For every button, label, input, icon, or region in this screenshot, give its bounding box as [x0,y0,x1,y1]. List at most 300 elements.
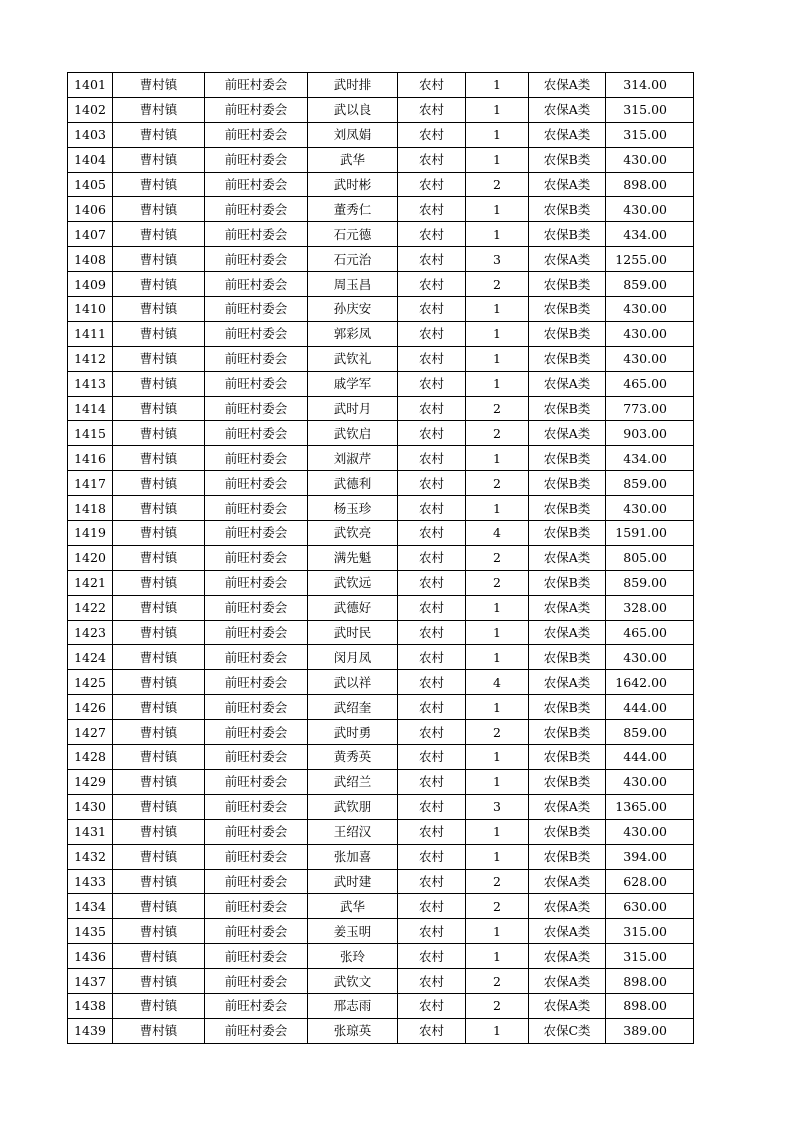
category-cell: 农保B类 [529,222,606,247]
village-committee-cell: 前旺村委会 [205,720,308,745]
village-committee-cell: 前旺村委会 [205,670,308,695]
member-count-cell: 1 [466,844,529,869]
town-cell: 曹村镇 [113,769,205,794]
category-cell: 农保B类 [529,521,606,546]
member-count-cell: 2 [466,421,529,446]
name-cell: 黄秀英 [308,745,398,770]
name-cell: 闵月凤 [308,645,398,670]
serial-number-cell: 1413 [68,371,113,396]
category-cell: 农保A类 [529,172,606,197]
table-row [68,844,694,869]
town-cell: 曹村镇 [113,346,205,371]
serial-number-cell: 1422 [68,595,113,620]
village-committee-cell: 前旺村委会 [205,819,308,844]
household-type-cell: 农村 [398,297,466,322]
member-count-cell: 1 [466,595,529,620]
amount-cell: 430.00 [606,321,694,346]
serial-number-cell: 1418 [68,496,113,521]
town-cell: 曹村镇 [113,272,205,297]
town-cell: 曹村镇 [113,147,205,172]
name-cell: 满先魁 [308,545,398,570]
name-cell: 武华 [308,147,398,172]
town-cell: 曹村镇 [113,97,205,122]
name-cell: 刘淑芹 [308,446,398,471]
town-cell: 曹村镇 [113,794,205,819]
member-count-cell: 2 [466,570,529,595]
serial-number-cell: 1433 [68,869,113,894]
household-type-cell: 农村 [398,769,466,794]
town-cell: 曹村镇 [113,894,205,919]
category-cell: 农保A类 [529,545,606,570]
name-cell: 王绍汉 [308,819,398,844]
serial-number-cell: 1438 [68,993,113,1018]
member-count-cell: 1 [466,197,529,222]
amount-cell: 444.00 [606,695,694,720]
table-row [68,919,694,944]
household-type-cell: 农村 [398,545,466,570]
name-cell: 姜玉明 [308,919,398,944]
member-count-cell: 1 [466,620,529,645]
name-cell: 郭彩凤 [308,321,398,346]
name-cell: 武德好 [308,595,398,620]
amount-cell: 314.00 [606,73,694,98]
town-cell: 曹村镇 [113,73,205,98]
amount-cell: 805.00 [606,545,694,570]
member-count-cell: 1 [466,496,529,521]
serial-number-cell: 1412 [68,346,113,371]
table-row [68,471,694,496]
member-count-cell: 1 [466,371,529,396]
serial-number-cell: 1408 [68,247,113,272]
town-cell: 曹村镇 [113,993,205,1018]
table-row [68,172,694,197]
household-type-cell: 农村 [398,944,466,969]
member-count-cell: 2 [466,720,529,745]
amount-cell: 1255.00 [606,247,694,272]
town-cell: 曹村镇 [113,471,205,496]
village-committee-cell: 前旺村委会 [205,147,308,172]
category-cell: 农保B类 [529,321,606,346]
name-cell: 武钦礼 [308,346,398,371]
village-committee-cell: 前旺村委会 [205,247,308,272]
household-type-cell: 农村 [398,570,466,595]
category-cell: 农保B类 [529,844,606,869]
member-count-cell: 1 [466,695,529,720]
member-count-cell: 2 [466,993,529,1018]
table-row [68,272,694,297]
table-row [68,73,694,98]
table-row [68,147,694,172]
table-row [68,695,694,720]
town-cell: 曹村镇 [113,122,205,147]
name-cell: 武钦文 [308,969,398,994]
household-type-cell: 农村 [398,720,466,745]
town-cell: 曹村镇 [113,844,205,869]
category-cell: 农保B类 [529,446,606,471]
member-count-cell: 1 [466,97,529,122]
village-committee-cell: 前旺村委会 [205,346,308,371]
household-type-cell: 农村 [398,620,466,645]
village-committee-cell: 前旺村委会 [205,396,308,421]
household-type-cell: 农村 [398,496,466,521]
category-cell: 农保A类 [529,670,606,695]
member-count-cell: 1 [466,745,529,770]
name-cell: 石元德 [308,222,398,247]
amount-cell: 430.00 [606,297,694,322]
town-cell: 曹村镇 [113,919,205,944]
member-count-cell: 2 [466,969,529,994]
member-count-cell: 1 [466,346,529,371]
village-committee-cell: 前旺村委会 [205,919,308,944]
name-cell: 张琼英 [308,1018,398,1043]
household-type-cell: 农村 [398,122,466,147]
amount-cell: 394.00 [606,844,694,869]
serial-number-cell: 1436 [68,944,113,969]
village-committee-cell: 前旺村委会 [205,421,308,446]
table-row [68,346,694,371]
name-cell: 武时排 [308,73,398,98]
member-count-cell: 1 [466,122,529,147]
member-count-cell: 2 [466,894,529,919]
household-type-cell: 农村 [398,471,466,496]
serial-number-cell: 1402 [68,97,113,122]
household-type-cell: 农村 [398,371,466,396]
amount-cell: 1642.00 [606,670,694,695]
town-cell: 曹村镇 [113,570,205,595]
village-committee-cell: 前旺村委会 [205,645,308,670]
town-cell: 曹村镇 [113,695,205,720]
member-count-cell: 2 [466,172,529,197]
category-cell: 农保B类 [529,346,606,371]
table-row [68,396,694,421]
name-cell: 邢志雨 [308,993,398,1018]
serial-number-cell: 1411 [68,321,113,346]
town-cell: 曹村镇 [113,321,205,346]
member-count-cell: 2 [466,869,529,894]
name-cell: 张加喜 [308,844,398,869]
amount-cell: 430.00 [606,147,694,172]
name-cell: 武钦亮 [308,521,398,546]
category-cell: 农保A类 [529,421,606,446]
serial-number-cell: 1432 [68,844,113,869]
town-cell: 曹村镇 [113,371,205,396]
village-committee-cell: 前旺村委会 [205,172,308,197]
household-type-cell: 农村 [398,993,466,1018]
name-cell: 武德利 [308,471,398,496]
name-cell: 董秀仁 [308,197,398,222]
serial-number-cell: 1406 [68,197,113,222]
village-committee-cell: 前旺村委会 [205,794,308,819]
serial-number-cell: 1410 [68,297,113,322]
town-cell: 曹村镇 [113,222,205,247]
name-cell: 武钦朋 [308,794,398,819]
serial-number-cell: 1419 [68,521,113,546]
household-type-cell: 农村 [398,147,466,172]
serial-number-cell: 1427 [68,720,113,745]
household-type-cell: 农村 [398,521,466,546]
member-count-cell: 1 [466,1018,529,1043]
village-committee-cell: 前旺村委会 [205,222,308,247]
name-cell: 武绍兰 [308,769,398,794]
category-cell: 农保A类 [529,73,606,98]
name-cell: 武时月 [308,396,398,421]
serial-number-cell: 1435 [68,919,113,944]
table-row [68,122,694,147]
category-cell: 农保B类 [529,769,606,794]
household-type-cell: 农村 [398,844,466,869]
household-type-cell: 农村 [398,222,466,247]
serial-number-cell: 1414 [68,396,113,421]
name-cell: 武钦启 [308,421,398,446]
town-cell: 曹村镇 [113,446,205,471]
town-cell: 曹村镇 [113,297,205,322]
serial-number-cell: 1415 [68,421,113,446]
town-cell: 曹村镇 [113,197,205,222]
table-row [68,595,694,620]
member-count-cell: 4 [466,521,529,546]
category-cell: 农保A类 [529,993,606,1018]
category-cell: 农保A类 [529,247,606,272]
village-committee-cell: 前旺村委会 [205,570,308,595]
category-cell: 农保B类 [529,272,606,297]
amount-cell: 465.00 [606,620,694,645]
serial-number-cell: 1405 [68,172,113,197]
table-row [68,496,694,521]
name-cell: 武华 [308,894,398,919]
amount-cell: 315.00 [606,122,694,147]
category-cell: 农保B类 [529,147,606,172]
amount-cell: 315.00 [606,944,694,969]
amount-cell: 465.00 [606,371,694,396]
household-type-cell: 农村 [398,321,466,346]
category-cell: 农保C类 [529,1018,606,1043]
amount-cell: 859.00 [606,570,694,595]
member-count-cell: 1 [466,819,529,844]
member-count-cell: 1 [466,147,529,172]
town-cell: 曹村镇 [113,969,205,994]
category-cell: 农保A类 [529,371,606,396]
town-cell: 曹村镇 [113,496,205,521]
village-committee-cell: 前旺村委会 [205,371,308,396]
household-type-cell: 农村 [398,346,466,371]
category-cell: 农保B类 [529,570,606,595]
village-committee-cell: 前旺村委会 [205,993,308,1018]
category-cell: 农保B类 [529,695,606,720]
category-cell: 农保A类 [529,919,606,944]
amount-cell: 430.00 [606,346,694,371]
serial-number-cell: 1407 [68,222,113,247]
category-cell: 农保A类 [529,969,606,994]
town-cell: 曹村镇 [113,944,205,969]
table-row [68,1018,694,1043]
table-row [68,97,694,122]
town-cell: 曹村镇 [113,172,205,197]
village-committee-cell: 前旺村委会 [205,595,308,620]
category-cell: 农保B类 [529,396,606,421]
name-cell: 武时彬 [308,172,398,197]
amount-cell: 859.00 [606,272,694,297]
household-type-cell: 农村 [398,272,466,297]
amount-cell: 430.00 [606,197,694,222]
table-row [68,297,694,322]
amount-cell: 630.00 [606,894,694,919]
amount-cell: 315.00 [606,97,694,122]
category-cell: 农保A类 [529,620,606,645]
amount-cell: 315.00 [606,919,694,944]
category-cell: 农保B类 [529,197,606,222]
household-type-cell: 农村 [398,745,466,770]
category-cell: 农保A类 [529,595,606,620]
table-row [68,570,694,595]
village-committee-cell: 前旺村委会 [205,1018,308,1043]
amount-cell: 430.00 [606,769,694,794]
village-committee-cell: 前旺村委会 [205,471,308,496]
member-count-cell: 2 [466,471,529,496]
table-row [68,521,694,546]
village-committee-cell: 前旺村委会 [205,944,308,969]
village-committee-cell: 前旺村委会 [205,321,308,346]
table-row [68,894,694,919]
name-cell: 戚学军 [308,371,398,396]
village-committee-cell: 前旺村委会 [205,297,308,322]
village-committee-cell: 前旺村委会 [205,73,308,98]
member-count-cell: 3 [466,247,529,272]
serial-number-cell: 1401 [68,73,113,98]
serial-number-cell: 1429 [68,769,113,794]
name-cell: 武时勇 [308,720,398,745]
village-committee-cell: 前旺村委会 [205,894,308,919]
village-committee-cell: 前旺村委会 [205,446,308,471]
village-committee-cell: 前旺村委会 [205,869,308,894]
category-cell: 农保B类 [529,496,606,521]
name-cell: 周玉昌 [308,272,398,297]
table-row [68,197,694,222]
serial-number-cell: 1439 [68,1018,113,1043]
household-type-cell: 农村 [398,919,466,944]
category-cell: 农保A类 [529,944,606,969]
table-row [68,645,694,670]
amount-cell: 859.00 [606,720,694,745]
category-cell: 农保B类 [529,471,606,496]
village-committee-cell: 前旺村委会 [205,521,308,546]
household-type-cell: 农村 [398,819,466,844]
town-cell: 曹村镇 [113,670,205,695]
member-count-cell: 1 [466,321,529,346]
name-cell: 武以祥 [308,670,398,695]
amount-cell: 1591.00 [606,521,694,546]
member-count-cell: 1 [466,769,529,794]
town-cell: 曹村镇 [113,645,205,670]
member-count-cell: 1 [466,446,529,471]
serial-number-cell: 1423 [68,620,113,645]
serial-number-cell: 1416 [68,446,113,471]
household-type-cell: 农村 [398,97,466,122]
table-row [68,321,694,346]
member-count-cell: 1 [466,222,529,247]
village-committee-cell: 前旺村委会 [205,496,308,521]
category-cell: 农保B类 [529,645,606,670]
household-type-cell: 农村 [398,670,466,695]
household-type-cell: 农村 [398,645,466,670]
name-cell: 武绍奎 [308,695,398,720]
household-type-cell: 农村 [398,446,466,471]
member-count-cell: 2 [466,545,529,570]
household-type-cell: 农村 [398,1018,466,1043]
serial-number-cell: 1424 [68,645,113,670]
category-cell: 农保A类 [529,794,606,819]
name-cell: 孙庆安 [308,297,398,322]
household-type-cell: 农村 [398,894,466,919]
category-cell: 农保A类 [529,122,606,147]
town-cell: 曹村镇 [113,595,205,620]
village-committee-cell: 前旺村委会 [205,272,308,297]
name-cell: 刘凤娟 [308,122,398,147]
amount-cell: 444.00 [606,745,694,770]
serial-number-cell: 1430 [68,794,113,819]
table-row [68,769,694,794]
amount-cell: 430.00 [606,645,694,670]
serial-number-cell: 1425 [68,670,113,695]
serial-number-cell: 1431 [68,819,113,844]
amount-cell: 859.00 [606,471,694,496]
village-committee-cell: 前旺村委会 [205,545,308,570]
member-count-cell: 1 [466,73,529,98]
table-row [68,944,694,969]
table-row [68,670,694,695]
amount-cell: 389.00 [606,1018,694,1043]
amount-cell: 434.00 [606,222,694,247]
table-row [68,745,694,770]
village-committee-cell: 前旺村委会 [205,695,308,720]
household-type-cell: 农村 [398,172,466,197]
member-count-cell: 2 [466,272,529,297]
village-committee-cell: 前旺村委会 [205,745,308,770]
town-cell: 曹村镇 [113,745,205,770]
category-cell: 农保A类 [529,894,606,919]
village-committee-cell: 前旺村委会 [205,97,308,122]
table-row [68,969,694,994]
table-row [68,993,694,1018]
allowance-table-body [68,73,694,1044]
name-cell: 武钦远 [308,570,398,595]
amount-cell: 430.00 [606,819,694,844]
serial-number-cell: 1403 [68,122,113,147]
category-cell: 农保B类 [529,720,606,745]
name-cell: 武时建 [308,869,398,894]
household-type-cell: 农村 [398,595,466,620]
table-row [68,446,694,471]
serial-number-cell: 1404 [68,147,113,172]
amount-cell: 903.00 [606,421,694,446]
table-row [68,371,694,396]
serial-number-cell: 1421 [68,570,113,595]
category-cell: 农保A类 [529,869,606,894]
household-type-cell: 农村 [398,247,466,272]
amount-cell: 328.00 [606,595,694,620]
table-row [68,222,694,247]
town-cell: 曹村镇 [113,1018,205,1043]
category-cell: 农保A类 [529,97,606,122]
serial-number-cell: 1434 [68,894,113,919]
amount-cell: 898.00 [606,172,694,197]
table-row [68,720,694,745]
table-row [68,620,694,645]
town-cell: 曹村镇 [113,521,205,546]
member-count-cell: 3 [466,794,529,819]
household-type-cell: 农村 [398,695,466,720]
household-type-cell: 农村 [398,396,466,421]
town-cell: 曹村镇 [113,247,205,272]
